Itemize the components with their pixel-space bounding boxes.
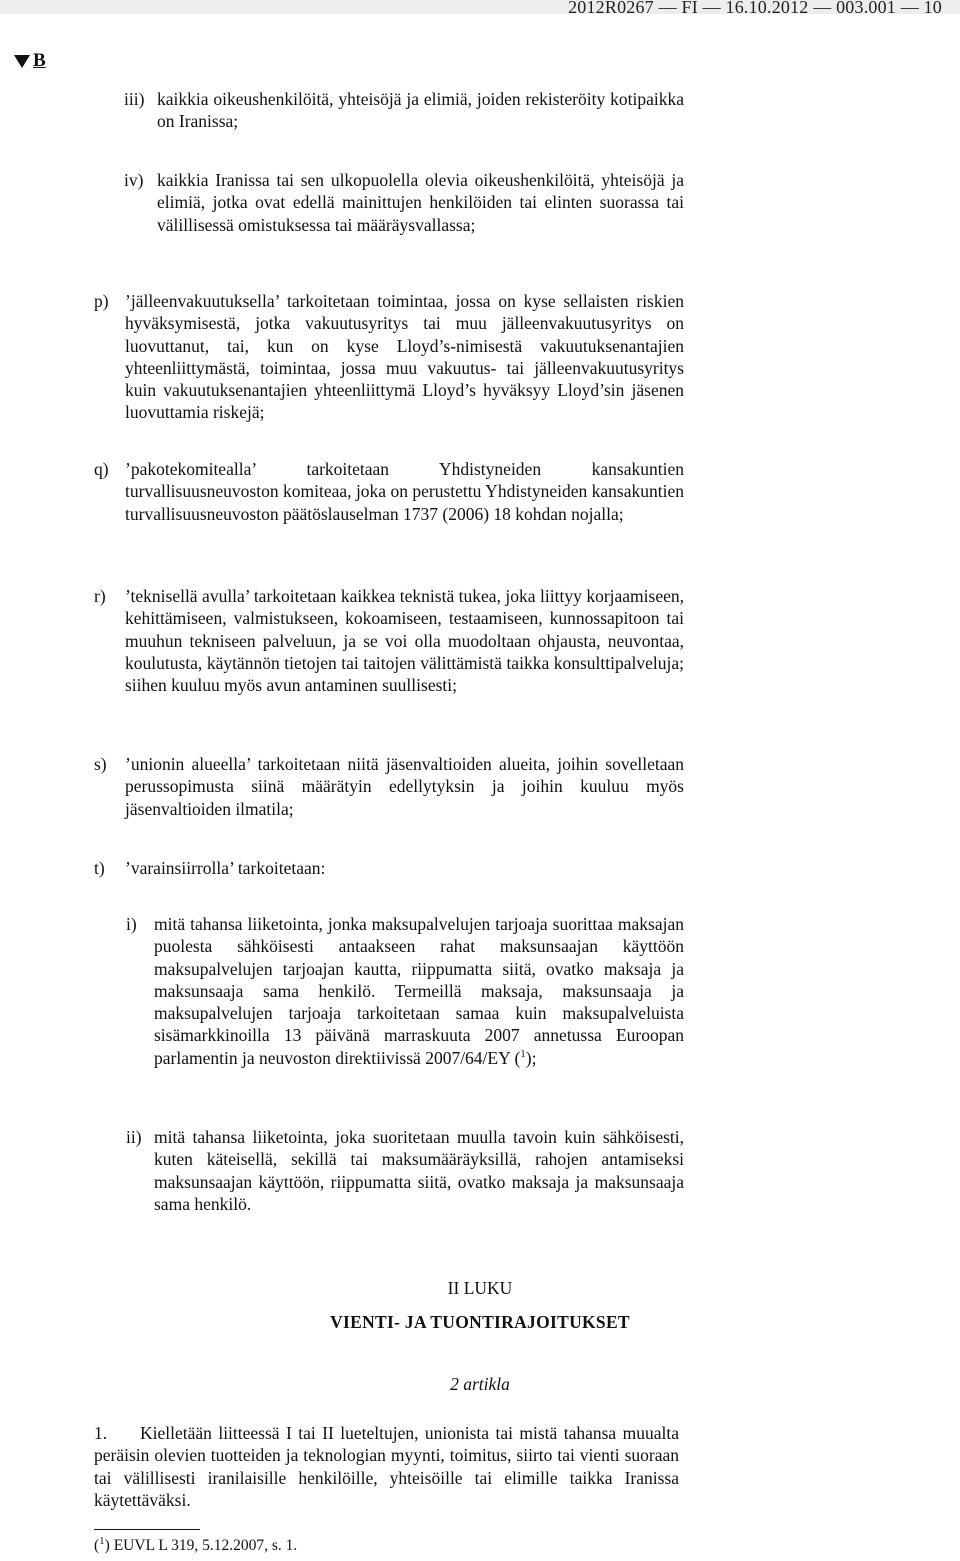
- footnote-open: (: [94, 1537, 100, 1554]
- chapter-title: VIENTI- JA TUONTIRAJOITUKSET: [330, 1312, 630, 1332]
- subitem-t-ii: [126, 1126, 684, 1215]
- footnote-separator: [94, 1529, 200, 1530]
- document-reference: 2012R0267 — FI — 16.10.2012 — 003.001 — 10: [568, 0, 942, 17]
- definition-q: [94, 458, 684, 525]
- footnote-text: EUVL L 319, 5.12.2007, s. 1.: [113, 1537, 298, 1554]
- subitem-text-i-body: mitä tahansa liiketointa, jonka maksupalvelujen tarjoaja suorittaa maksajan puolesta sähköisesti antaakseen rahat maksunsaajan käyttöön maksupalvelujen tarjoajan kautta, riippumatta siitä, ovatko maksaja ja maksunsaaja sama henkilö. Termeillä maksaja, maksunsaaja ja maksupalvelujen tarjoaja tarkoitetaan samaa kuin maksupalveluista sisämarkkinoilla 13 päivänä marraskuuta 2007 annetussa Euroopan parlamentin ja neuvoston direktiivissä 2007/64/EY (: [154, 914, 684, 1068]
- item-label-iv: iv): [124, 170, 144, 190]
- subitem-text-i-tail: );: [525, 1047, 537, 1068]
- definition-label-q: q): [94, 459, 109, 479]
- triangle-down-icon: [14, 55, 30, 68]
- list-item-iii: [124, 88, 684, 133]
- amendment-marker: [14, 50, 46, 72]
- footnote-close: ): [104, 1537, 110, 1554]
- paragraph-text: Kielletään liitteessä I tai II lueteltujen, unionista tai mistä tahansa muualta peräisin olevien tuotteiden ja teknologian myynti, toimitus, siirto tai vienti suoraan tai välillisesti iranilaisille henkilöille, yhteisöille tai elimille taikka Iranissa käytettäväksi.: [94, 1423, 679, 1510]
- subitem-text-ii: mitä tahansa liiketointa, joka suoritetaan muulla tavoin kuin sähköisesti, kuten käteisellä, sekillä tai maksumääräyksillä, rahojen antamiseksi maksunsaajan käyttöön, riippumatta siitä, ovatko maksaja ja maksunsaaja sama henkilö.: [154, 1127, 684, 1214]
- amendment-marker-letter: B: [33, 50, 46, 71]
- definition-label-s: s): [94, 754, 107, 774]
- definition-label-p: p): [94, 291, 109, 311]
- item-text-iv: kaikkia Iranissa tai sen ulkopuolella olevia oikeushenkilöitä, yhteisöjä ja elimiä, jotka ovat edellä mainittujen henkilöiden tai elinten suorassa tai välillisessä omistuksessa tai määräysvallassa;: [157, 170, 684, 235]
- definition-text-p: ’jälleenvakuutuksella’ tarkoitetaan toimintaa, jossa on kyse sellaisten riskien hyväksymisestä, jotka vakuutusyritys tai muu jälleenvakuutusyritys on luovuttanut, tai, kun on kyse Lloyd’s-nimisestä vakuutuksenantajien yhteenliittymästä, toimintaa, jossa muu vakuutus- tai jälleenvakuutusyritys kuin vakuutuksenantajien yhteenliittymä Lloyd’s hyväksyy Lloyd’sin jäsenen luovuttamia riskejä;: [125, 291, 684, 423]
- definition-text-s: ’unionin alueella’ tarkoitetaan niitä jäsenvaltioiden alueita, joihin sovelletaan perussopimusta siinä määrätyin edellytyksin ja joihin kuuluu myös jäsenvaltioiden ilmatila;: [125, 754, 684, 819]
- subitem-label-ii: ii): [126, 1127, 142, 1147]
- footnote-number: 1: [99, 1534, 105, 1547]
- definition-text-q: ’pakotekomitealla’ tarkoitetaan Yhdistyneiden kansakuntien turvallisuusneuvoston komiteaa, joka on perustettu Yhdistyneiden kansakuntien turvallisuusneuvoston päätöslauselman 1737 (2006) 18 kohdan nojalla;: [125, 459, 684, 524]
- subitem-text-i: [154, 913, 684, 1069]
- chapter-number: II LUKU: [447, 1278, 513, 1298]
- definition-t: [94, 857, 684, 879]
- subitem-label-i: i): [126, 914, 137, 934]
- article-heading: 2 artikla: [450, 1374, 510, 1394]
- definition-r: [94, 585, 684, 696]
- definition-p: [94, 290, 684, 424]
- definition-s: [94, 753, 684, 820]
- definition-label-r: r): [94, 586, 106, 606]
- article-paragraph-1: [94, 1422, 679, 1511]
- list-item-iv: [124, 169, 684, 236]
- item-text-iii: kaikkia oikeushenkilöitä, yhteisöjä ja elimiä, joiden rekisteröity kotipaikka on Iranissa;: [157, 89, 684, 132]
- definition-text-t: ’varainsiirrolla’ tarkoitetaan:: [125, 858, 326, 878]
- subitem-t-i: [126, 913, 684, 1069]
- footnote: [94, 1534, 298, 1555]
- definition-text-r: ’teknisellä avulla’ tarkoitetaan kaikkea teknistä tukea, joka liittyy korjaamiseen, kehittämiseen, valmistukseen, kokoamiseen, testaamiseen, kunnossapitoon tai muuhun tekniseen palveluun, ja se voi olla muodoltaan ohjausta, neuvontaa, koulutusta, käytännön tietojen tai taitojen välittämistä taikka konsulttipalveluja; siihen kuuluu myös avun antaminen suullisesti;: [125, 586, 684, 696]
- footnote-ref[interactable]: 1: [520, 1047, 526, 1060]
- definition-label-t: t): [94, 858, 105, 878]
- item-label-iii: iii): [124, 89, 145, 109]
- paragraph-number: 1.: [94, 1423, 108, 1443]
